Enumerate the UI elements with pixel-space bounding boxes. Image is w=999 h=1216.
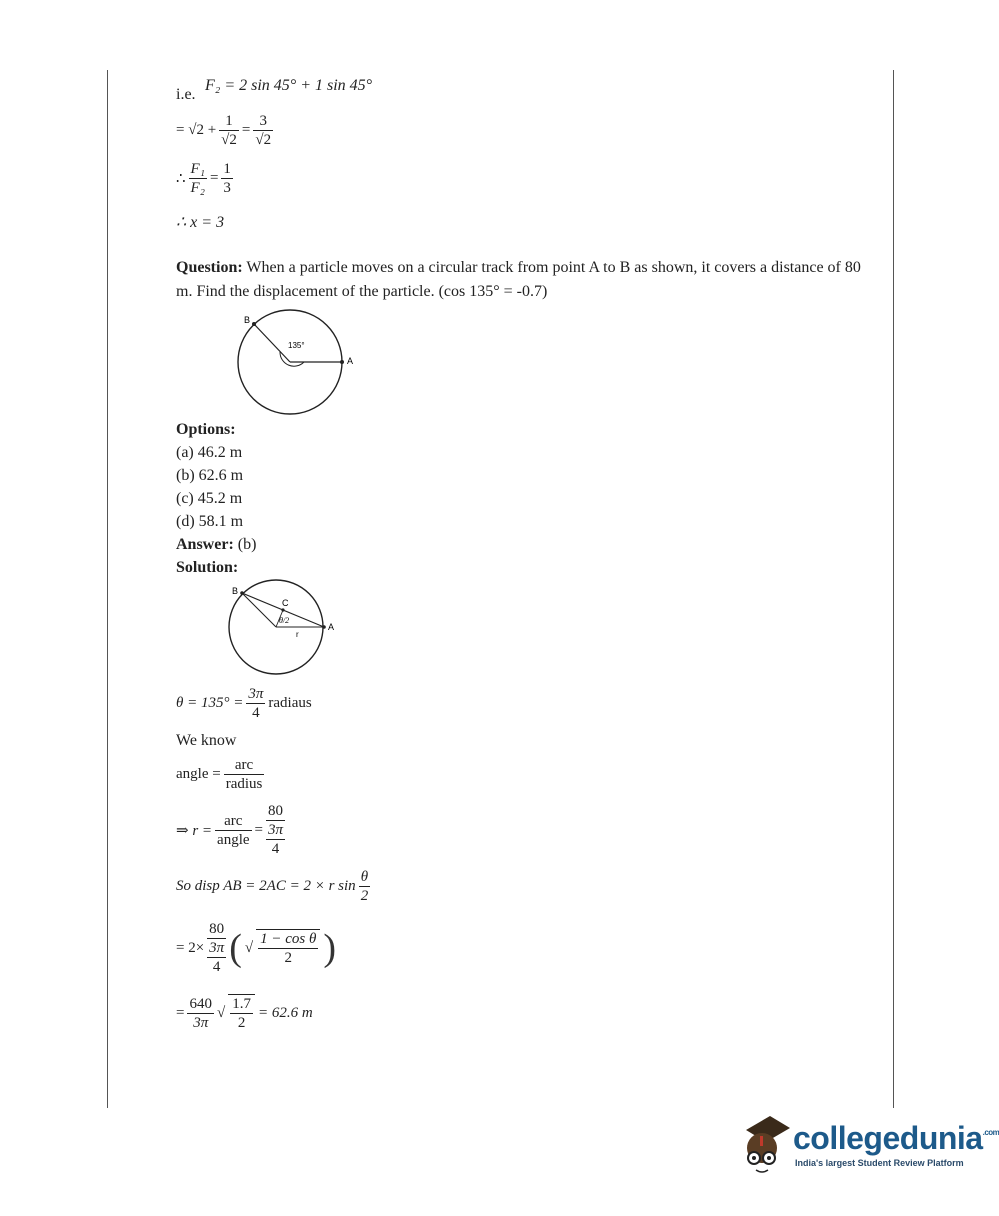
frac-arc-angle	[215, 812, 251, 849]
solution-label: Solution:	[176, 559, 239, 576]
answer-value: (b)	[237, 536, 257, 553]
frac-inner-numerator: 3π	[267, 822, 283, 838]
frac-denominator: angle	[217, 831, 250, 848]
point-c-dot	[281, 608, 284, 611]
angle-arc	[280, 352, 304, 366]
frac-theta-2	[359, 868, 371, 905]
root2-equation: = √2 + $\frac{1}{√2}$ = $\frac{3}{√2}$	[176, 113, 272, 148]
sqrt-one-minus-cos	[256, 929, 320, 967]
logo-tagline: India's largest Student Review Platform	[795, 1158, 964, 1168]
answer-label: Answer:	[176, 536, 234, 553]
label-a: A	[328, 622, 335, 632]
radius-ob	[242, 593, 276, 627]
theta-equation	[176, 685, 312, 722]
frac-1-root2	[219, 112, 239, 149]
question-text: When a particle moves on a circular track from point A to B as shown, it covers a distance of 80 m. Find the displacement of the particle. (cos 135° = -0.7)	[176, 259, 861, 300]
sqrt-1-7-over-2	[228, 994, 255, 1032]
r-lhs: ⇒ r =	[176, 822, 213, 839]
frac-inner-denominator: 4	[271, 841, 280, 857]
f2-equation: F₂ = 2 sin 45° + 1 sin 45°	[205, 77, 373, 94]
therefore-symbol: ∴	[176, 171, 186, 187]
label-b: B	[244, 315, 251, 325]
radius-ob	[254, 324, 290, 362]
frac-3-root2	[253, 112, 273, 149]
option-b: (b) 62.6 m	[176, 467, 244, 484]
label-b: B	[232, 586, 239, 596]
frac-f1-f2	[189, 160, 207, 197]
point-b-dot	[252, 322, 256, 326]
circle-diagram-1	[230, 312, 370, 420]
frac-numerator: 1	[219, 112, 239, 131]
frac-inner-denominator: 4	[212, 959, 221, 975]
theta-lhs: θ = 135° =	[176, 695, 244, 711]
x-equals-3: ∴ x = 3	[176, 214, 225, 231]
label-theta-half: θ/2	[279, 616, 290, 625]
frac-inner-numerator: 3π	[209, 940, 225, 956]
frac-denominator: √2	[221, 132, 237, 148]
theta-unit: radiaus	[268, 695, 312, 711]
frac-numerator: 3π	[248, 686, 264, 702]
point-a-dot	[322, 625, 326, 629]
frac-arc-radius	[224, 756, 265, 793]
result-equation: = $\frac{640}{3\pi}$ √ $\frac{1.7}{2}$ = 62.6 m	[176, 995, 313, 1031]
answer-line	[176, 536, 256, 554]
point-a-dot	[340, 360, 344, 364]
disp-lhs: So disp AB = 2AC = 2 × r sin	[176, 878, 356, 894]
frac-denominator: 3	[223, 180, 231, 196]
frac-numerator: 640	[189, 995, 212, 1012]
collegedunia-logo[interactable]	[740, 1110, 999, 1180]
frac-640-3pi	[187, 995, 214, 1032]
label-r: r	[296, 630, 299, 639]
ratio-equation: ∴ $\frac{\text{F₁}}{\text{F₂}}$ = $\frac{1}{3}$	[176, 161, 231, 196]
mascot-icon	[740, 1112, 792, 1174]
frac-denominator: F₂	[190, 180, 205, 196]
frac-numerator: 1.7	[232, 996, 251, 1012]
frac-numerator: F₁	[190, 161, 205, 177]
result-value: = 62.6 m	[257, 1004, 313, 1021]
label-135: 135°	[288, 341, 305, 350]
step1-equation: = 2× 80 3π 4 ( √ $\frac{\text{1 − cos θ}}{2}$ )	[176, 921, 336, 975]
option-d: (d) 58.1 m	[176, 513, 244, 530]
frac-numerator: arc	[224, 756, 265, 775]
frac-numerator: 80	[207, 920, 226, 939]
frac-denominator: 2	[237, 1015, 246, 1031]
label-a: A	[347, 356, 354, 366]
angle-lhs: angle =	[176, 766, 221, 782]
root2-prefix: = √2 +	[176, 122, 217, 138]
frac-numerator: θ	[359, 868, 371, 887]
frac-numerator: arc	[215, 812, 251, 831]
frac-numerator: 1 − cos θ	[260, 931, 317, 947]
frac-1-3	[221, 160, 233, 197]
angle-equation	[176, 756, 264, 793]
step1-prefix: = 2×	[176, 939, 205, 956]
label-c: C	[282, 598, 289, 608]
frac-denominator: 4	[252, 705, 260, 721]
options-label: Options:	[176, 421, 236, 438]
disp-equation	[176, 868, 370, 905]
frac-denominator: √2	[255, 132, 272, 148]
right-margin-rule	[893, 70, 894, 1108]
logo-name-text: collegedunia	[793, 1120, 983, 1156]
option-a: (a) 46.2 m	[176, 444, 243, 461]
frac-denominator: radius	[225, 776, 263, 792]
frac-numerator: 80	[266, 802, 285, 821]
we-know: We know	[176, 732, 237, 749]
left-margin-rule	[107, 70, 108, 1108]
logo-wordmark	[793, 1120, 999, 1157]
ie-label: i.e.	[176, 86, 196, 103]
logo-domain: .com	[982, 1128, 999, 1137]
question-label: Question:	[176, 259, 243, 276]
frac-3pi-4	[246, 685, 265, 722]
frac-80-3pi4	[266, 802, 285, 858]
circle-diagram-2	[222, 582, 352, 680]
frac-denominator: 2	[284, 950, 292, 966]
option-c: (c) 45.2 m	[176, 490, 243, 507]
frac-80-3pi4	[207, 920, 226, 976]
question-paragraph	[176, 256, 866, 304]
frac-numerator: 3	[253, 112, 273, 131]
frac-numerator: 1	[223, 161, 231, 177]
frac-denominator: 2	[360, 888, 369, 904]
r-equation: ⇒ r = $\frac{\text{arc}}{\text{angle}}$ = 80 3π 4	[176, 803, 283, 857]
frac-denominator: 3π	[193, 1014, 209, 1031]
point-b-dot	[240, 591, 244, 595]
